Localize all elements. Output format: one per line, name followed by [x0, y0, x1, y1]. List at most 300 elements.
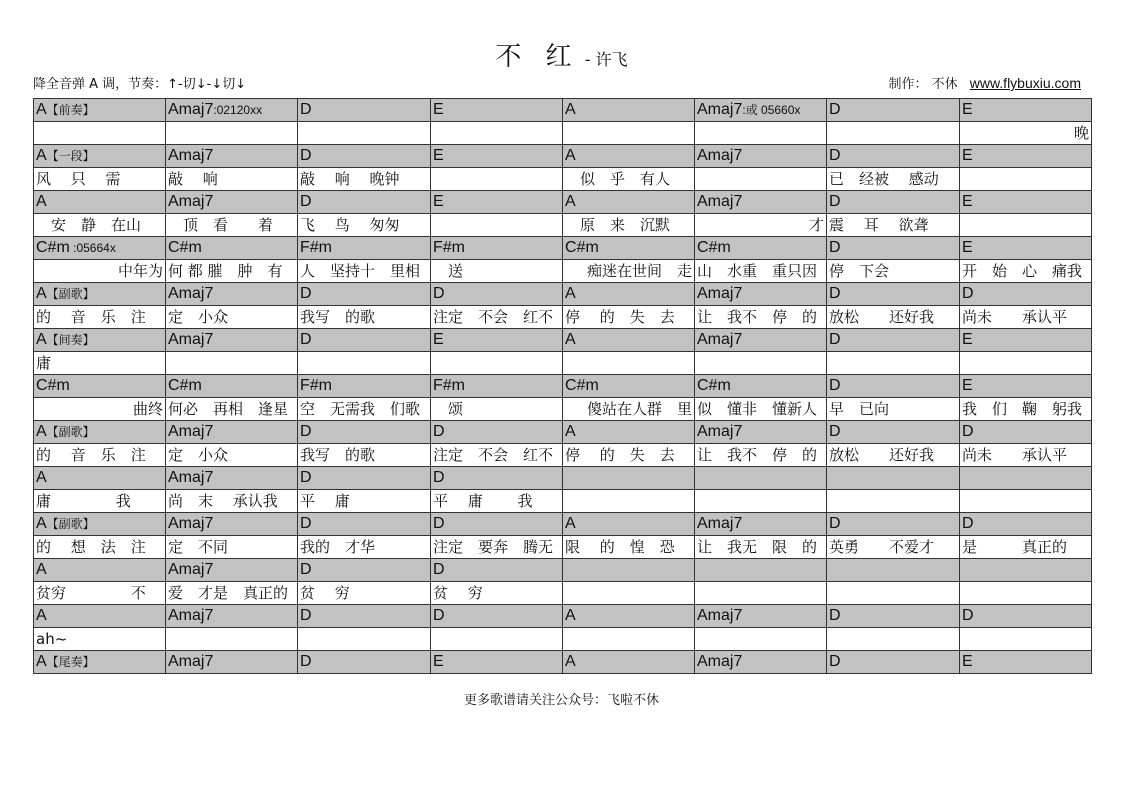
lyric-cell	[960, 628, 1092, 651]
chord-cell	[34, 559, 166, 582]
chord-name: A	[565, 285, 576, 302]
chord-name: D	[300, 101, 312, 118]
lyric-row	[34, 214, 1092, 237]
chord-name: A	[36, 607, 47, 624]
chord-cell	[695, 513, 827, 536]
chord-name: C#m	[168, 377, 202, 394]
chord-cell	[34, 329, 166, 352]
chord-name: F#m	[300, 377, 332, 394]
chord-name: A	[36, 515, 47, 532]
chord-cell	[34, 651, 166, 674]
lyric-row	[34, 536, 1092, 559]
chord-name: D	[962, 515, 974, 532]
chord-name: A	[36, 469, 47, 486]
lyric-cell	[827, 122, 960, 145]
lyric-cell	[827, 352, 960, 375]
lyric-row	[34, 352, 1092, 375]
chord-cell	[431, 375, 563, 398]
chord-cell	[960, 329, 1092, 352]
chord-cell	[298, 283, 431, 306]
chord-cell	[34, 513, 166, 536]
chord-cell	[563, 559, 695, 582]
lyric-cell: 何 都 膗 肿 有	[166, 260, 298, 283]
lyric-cell: 爱 才是 真正的	[166, 582, 298, 605]
chord-cell	[960, 467, 1092, 490]
chord-name: D	[829, 239, 841, 256]
lyric-cell: 注定 不会 红不	[431, 306, 563, 329]
lyric-cell: 原 来 沉默	[563, 214, 695, 237]
lyric-cell	[960, 490, 1092, 513]
chord-cell	[960, 283, 1092, 306]
chord-note: 【一段】	[46, 149, 95, 163]
lyric-cell: 放松 还好我	[827, 306, 960, 329]
chord-name: A	[565, 101, 576, 118]
lyric-cell	[166, 628, 298, 651]
lyric-cell: 的 音 乐 注	[34, 444, 166, 467]
lyric-cell: 山 水重 重只因	[695, 260, 827, 283]
chord-row	[34, 513, 1092, 536]
chord-row	[34, 145, 1092, 168]
lyric-cell: 停 的 失 去	[563, 306, 695, 329]
chord-note: 【副歌】	[46, 517, 95, 531]
lyric-cell: 的 想 法 注	[34, 536, 166, 559]
chord-name: Amaj7	[168, 561, 214, 578]
chord-name: Amaj7	[697, 147, 743, 164]
chord-cell	[166, 375, 298, 398]
chord-cell	[827, 605, 960, 628]
lyric-cell	[431, 214, 563, 237]
footer-note: 更多歌谱请关注公众号：飞啦不休	[463, 693, 659, 708]
chord-cell	[563, 375, 695, 398]
chord-note: :或 05660x	[742, 103, 801, 117]
chord-cell	[166, 145, 298, 168]
lyric-cell: 傻站在人群 里	[563, 398, 695, 421]
chord-name: Amaj7	[697, 101, 743, 118]
chord-name: D	[433, 515, 445, 532]
chord-name: D	[829, 101, 841, 118]
chord-cell	[695, 467, 827, 490]
chord-name: D	[300, 607, 312, 624]
chord-cell	[166, 99, 298, 122]
lyric-cell: 我写 的歌	[298, 444, 431, 467]
chord-row	[34, 99, 1092, 122]
chord-name: D	[829, 515, 841, 532]
lyric-cell: 让 我不 停 的	[695, 444, 827, 467]
chord-name: E	[962, 653, 973, 670]
chord-cell	[827, 283, 960, 306]
chord-cell	[166, 559, 298, 582]
chord-name: Amaj7	[697, 285, 743, 302]
chord-note: :05664x	[69, 241, 116, 255]
chord-name: D	[433, 423, 445, 440]
chord-name: D	[962, 423, 974, 440]
chord-cell	[563, 651, 695, 674]
lyric-cell: 停 的 失 去	[563, 444, 695, 467]
chord-cell	[166, 191, 298, 214]
lyric-cell	[431, 352, 563, 375]
lyric-cell: 尚未 承认平	[960, 306, 1092, 329]
lyric-cell: 庸	[34, 352, 166, 375]
chord-name: A	[36, 423, 47, 440]
chord-name: A	[36, 331, 47, 348]
chord-cell	[695, 605, 827, 628]
lyric-row	[34, 490, 1092, 513]
lyric-cell: 贫 穷	[298, 582, 431, 605]
chord-name: E	[962, 147, 973, 164]
lyric-cell: 我 们 鞠 躬我	[960, 398, 1092, 421]
chord-cell	[695, 145, 827, 168]
lyric-cell: 敲 响	[166, 168, 298, 191]
lyric-cell: 注定 要奔 腾无	[431, 536, 563, 559]
lyric-cell	[298, 122, 431, 145]
lyric-cell: 的 音 乐 注	[34, 306, 166, 329]
chord-cell	[34, 283, 166, 306]
lyric-cell	[563, 352, 695, 375]
lyric-cell	[695, 352, 827, 375]
lyric-row	[34, 582, 1092, 605]
lyric-cell	[431, 168, 563, 191]
chord-name: Amaj7	[168, 193, 214, 210]
chord-cell	[827, 329, 960, 352]
chord-name: E	[962, 193, 973, 210]
chord-name: Amaj7	[168, 331, 214, 348]
chord-cell	[827, 237, 960, 260]
chord-cell	[827, 99, 960, 122]
chord-cell	[298, 375, 431, 398]
chord-name: Amaj7	[168, 147, 214, 164]
lyric-cell: 贫 穷	[431, 582, 563, 605]
chord-name: D	[433, 285, 445, 302]
chord-cell	[431, 283, 563, 306]
lyric-cell: 送	[431, 260, 563, 283]
chord-name: D	[300, 469, 312, 486]
chord-name: D	[829, 653, 841, 670]
chord-name: Amaj7	[697, 515, 743, 532]
chord-row	[34, 605, 1092, 628]
chord-cell	[298, 145, 431, 168]
lyric-cell	[563, 582, 695, 605]
chord-cell	[563, 283, 695, 306]
lyric-cell: 才	[695, 214, 827, 237]
chord-cell	[960, 99, 1092, 122]
chord-cell	[34, 237, 166, 260]
chord-cell	[960, 191, 1092, 214]
chord-cell	[34, 605, 166, 628]
chord-cell	[431, 237, 563, 260]
lyric-cell: 让 我不 停 的	[695, 306, 827, 329]
chord-cell	[695, 559, 827, 582]
chord-name: A	[36, 561, 47, 578]
chord-cell	[695, 237, 827, 260]
chord-cell	[695, 651, 827, 674]
chord-name: Amaj7	[168, 101, 214, 118]
chord-cell	[695, 283, 827, 306]
lyric-cell: 安 静 在山	[34, 214, 166, 237]
lyric-cell	[960, 352, 1092, 375]
chord-row	[34, 651, 1092, 674]
lyric-row	[34, 306, 1092, 329]
chord-cell	[166, 421, 298, 444]
chord-cell	[695, 421, 827, 444]
chord-cell	[298, 191, 431, 214]
lyric-row	[34, 168, 1092, 191]
lyric-cell	[960, 214, 1092, 237]
chord-cell	[563, 467, 695, 490]
chord-cell	[34, 375, 166, 398]
chord-name: D	[300, 561, 312, 578]
chord-name: D	[300, 147, 312, 164]
lyric-cell: 痴迷在世间 走	[563, 260, 695, 283]
chord-name: D	[829, 607, 841, 624]
song-title	[0, 36, 1123, 73]
chord-cell	[563, 421, 695, 444]
credit	[888, 73, 1081, 92]
chord-row	[34, 237, 1092, 260]
chord-name: Amaj7	[697, 607, 743, 624]
chord-cell	[563, 145, 695, 168]
chord-cell	[431, 421, 563, 444]
chord-name: D	[300, 515, 312, 532]
chord-name: A	[565, 607, 576, 624]
lyric-cell: 顶 看 着	[166, 214, 298, 237]
lyric-cell	[695, 168, 827, 191]
chord-cell	[695, 329, 827, 352]
chord-cell	[298, 99, 431, 122]
chord-name: E	[433, 653, 444, 670]
chord-cell	[431, 559, 563, 582]
chord-cell	[431, 329, 563, 352]
lyric-cell	[34, 122, 166, 145]
chord-name: F#m	[433, 377, 465, 394]
lyric-cell: 平 庸 我	[431, 490, 563, 513]
chord-name: D	[433, 469, 445, 486]
lyric-cell: 曲终	[34, 398, 166, 421]
chord-cell	[960, 559, 1092, 582]
chord-name: E	[433, 147, 444, 164]
chord-note: 【前奏】	[46, 103, 95, 117]
chord-cell	[960, 421, 1092, 444]
chord-cell	[563, 99, 695, 122]
chord-cell	[431, 99, 563, 122]
lyric-cell: 已 经被 感动	[827, 168, 960, 191]
chord-name: Amaj7	[168, 285, 214, 302]
chord-cell	[563, 191, 695, 214]
chord-name: Amaj7	[168, 469, 214, 486]
chord-name: A	[565, 515, 576, 532]
lyric-cell: 震 耳 欲聋	[827, 214, 960, 237]
chord-cell	[298, 605, 431, 628]
lyric-cell: 空 无需我 们歌	[298, 398, 431, 421]
chord-name: C#m	[36, 239, 70, 256]
lyric-cell	[298, 628, 431, 651]
lyric-cell: 我的 才华	[298, 536, 431, 559]
chord-cell	[34, 421, 166, 444]
chord-name: D	[300, 193, 312, 210]
lyric-cell	[695, 122, 827, 145]
chord-name: A	[565, 653, 576, 670]
chord-note: 【尾奏】	[46, 655, 95, 669]
chord-cell	[166, 237, 298, 260]
chord-cell	[166, 283, 298, 306]
lyric-cell	[960, 168, 1092, 191]
lyric-row	[34, 444, 1092, 467]
chord-name: A	[565, 423, 576, 440]
lyric-cell: 是 真正的	[960, 536, 1092, 559]
chord-name: D	[829, 147, 841, 164]
chord-cell	[298, 559, 431, 582]
chord-name: A	[36, 147, 47, 164]
lyric-cell: 定 小众	[166, 444, 298, 467]
chord-cell	[431, 467, 563, 490]
lyric-cell	[431, 122, 563, 145]
chord-cell	[960, 375, 1092, 398]
chord-cell	[166, 467, 298, 490]
chord-name: Amaj7	[168, 653, 214, 670]
chord-name: A	[36, 653, 47, 670]
chord-name: Amaj7	[168, 607, 214, 624]
lyric-cell: 中年为	[34, 260, 166, 283]
lyric-cell	[695, 628, 827, 651]
lyric-cell: 人 坚持十 里相	[298, 260, 431, 283]
chord-note: 【副歌】	[46, 287, 95, 301]
lyric-cell: 注定 不会 红不	[431, 444, 563, 467]
lyric-cell	[827, 490, 960, 513]
chord-name: C#m	[565, 377, 599, 394]
chord-name: A	[36, 193, 47, 210]
lyric-row	[34, 122, 1092, 145]
chord-row	[34, 421, 1092, 444]
chord-cell	[695, 99, 827, 122]
lyric-row	[34, 398, 1092, 421]
chord-name: Amaj7	[697, 193, 743, 210]
chord-name: Amaj7	[168, 515, 214, 532]
lyric-cell: 尚 末 承认我	[166, 490, 298, 513]
chord-name: D	[962, 607, 974, 624]
chord-cell	[563, 329, 695, 352]
lyric-cell	[166, 122, 298, 145]
chord-name: C#m	[697, 239, 731, 256]
chord-cell	[298, 421, 431, 444]
chord-cell	[34, 145, 166, 168]
chord-cell	[827, 651, 960, 674]
chord-name: E	[962, 101, 973, 118]
lyric-cell	[827, 582, 960, 605]
title-main: 不 红	[495, 42, 580, 72]
chord-cell	[298, 237, 431, 260]
chord-name: Amaj7	[168, 423, 214, 440]
chord-name: Amaj7	[697, 423, 743, 440]
chord-name: D	[300, 331, 312, 348]
chord-cell	[827, 421, 960, 444]
lyric-cell: 贫穷 不	[34, 582, 166, 605]
chord-name: D	[300, 285, 312, 302]
chord-cell	[827, 467, 960, 490]
chord-name: D	[829, 423, 841, 440]
chord-cell	[34, 191, 166, 214]
chord-cell	[563, 237, 695, 260]
chord-name: C#m	[565, 239, 599, 256]
lyric-cell	[298, 352, 431, 375]
chord-cell	[960, 605, 1092, 628]
chord-cell	[827, 145, 960, 168]
chord-cell	[827, 513, 960, 536]
chord-cell	[960, 651, 1092, 674]
lyric-cell	[563, 122, 695, 145]
chord-cell	[960, 237, 1092, 260]
chord-cell	[431, 513, 563, 536]
chord-name: E	[962, 377, 973, 394]
lyric-row	[34, 260, 1092, 283]
lyric-cell: 放松 还好我	[827, 444, 960, 467]
lyric-cell: 定 小众	[166, 306, 298, 329]
chord-cell	[431, 605, 563, 628]
chord-cell	[960, 513, 1092, 536]
chord-name: D	[433, 561, 445, 578]
chord-name: E	[433, 331, 444, 348]
lyric-cell: 庸 我	[34, 490, 166, 513]
lyric-cell: 停 下会	[827, 260, 960, 283]
play-info: 降全音弹 A 调，节奏：↑-切↓-↓切↓	[33, 77, 247, 92]
credit-label: 制作： 不休	[888, 77, 958, 92]
chord-name: C#m	[697, 377, 731, 394]
chord-name: F#m	[433, 239, 465, 256]
chord-name: D	[433, 607, 445, 624]
lyric-cell	[166, 352, 298, 375]
lyric-cell	[563, 490, 695, 513]
chord-name: A	[565, 331, 576, 348]
chord-name: E	[962, 239, 973, 256]
chord-cell	[34, 467, 166, 490]
chord-name: A	[565, 193, 576, 210]
chord-cell	[166, 605, 298, 628]
lyric-cell: 尚未 承认平	[960, 444, 1092, 467]
lyric-cell: 让 我无 限 的	[695, 536, 827, 559]
chord-note: 【间奏】	[46, 333, 95, 347]
lyric-cell: 颂	[431, 398, 563, 421]
chord-name: D	[962, 285, 974, 302]
lyric-cell	[960, 582, 1092, 605]
chord-name: D	[829, 285, 841, 302]
lyric-cell	[695, 582, 827, 605]
lyric-cell: 风 只 需	[34, 168, 166, 191]
chord-name: D	[300, 423, 312, 440]
chord-cell	[563, 605, 695, 628]
lyric-cell: 敲 响 晚钟	[298, 168, 431, 191]
chord-cell	[34, 99, 166, 122]
chord-sheet	[33, 98, 1092, 674]
chord-cell	[166, 329, 298, 352]
chord-cell	[431, 651, 563, 674]
chord-cell	[431, 145, 563, 168]
chord-cell	[563, 513, 695, 536]
chord-name: E	[433, 101, 444, 118]
chord-cell	[166, 651, 298, 674]
lyric-cell: 晚	[960, 122, 1092, 145]
lyric-cell: ah~	[34, 628, 166, 651]
chord-row	[34, 559, 1092, 582]
site-link[interactable]: www.flybuxiu.com	[969, 75, 1081, 91]
chord-cell	[960, 145, 1092, 168]
chord-note: :02120xx	[213, 103, 263, 117]
chord-cell	[827, 191, 960, 214]
chord-cell	[298, 467, 431, 490]
chord-name: E	[962, 331, 973, 348]
lyric-cell	[563, 628, 695, 651]
lyric-cell: 英勇 不爱才	[827, 536, 960, 559]
chord-row	[34, 375, 1092, 398]
chord-row	[34, 191, 1092, 214]
lyric-cell: 限 的 惶 恐	[563, 536, 695, 559]
